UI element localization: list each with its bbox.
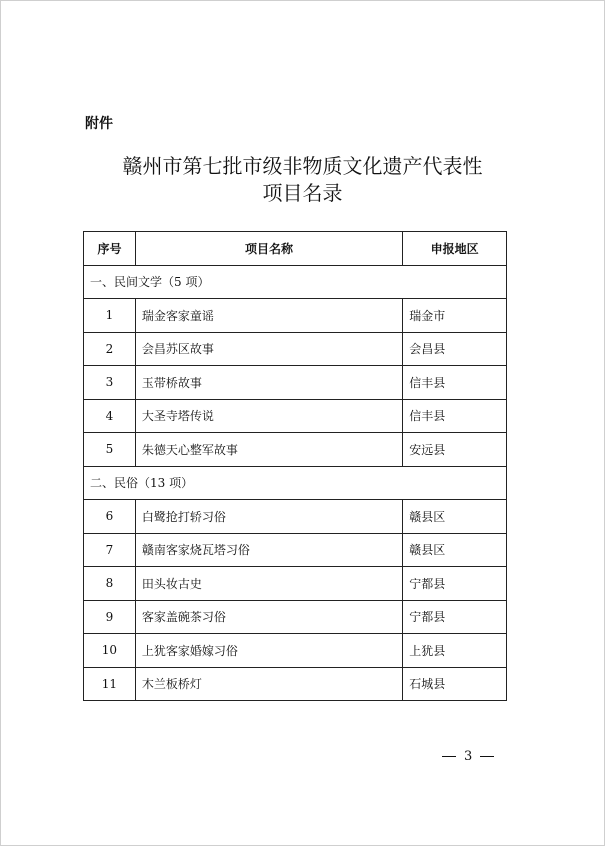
- row-index: 11: [84, 667, 136, 701]
- row-index: 6: [84, 500, 136, 534]
- row-name: 玉带桥故事: [135, 366, 402, 400]
- row-index: 3: [84, 366, 136, 400]
- page-number: [442, 749, 494, 764]
- row-region: 会昌县: [403, 332, 507, 366]
- row-region: 信丰县: [403, 399, 507, 433]
- row-region: 石城县: [403, 667, 507, 701]
- table-row: [84, 399, 507, 433]
- row-index: 4: [84, 399, 136, 433]
- table-row: [84, 634, 507, 668]
- heritage-table: [83, 231, 507, 701]
- title-line-2: 项目名录: [262, 181, 343, 205]
- table-body: [84, 265, 507, 701]
- title-line-1: 赣州市第七批市级非物质文化遗产代表性: [122, 154, 483, 178]
- page-number-dash-right: [480, 756, 494, 758]
- row-name: 会昌苏区故事: [135, 332, 402, 366]
- table-row: [84, 366, 507, 400]
- page-title: [1, 153, 604, 207]
- table-header-row: [84, 232, 507, 266]
- row-region: 上犹县: [403, 634, 507, 668]
- row-region: 安远县: [403, 433, 507, 467]
- page-number-dash-left: [442, 756, 456, 758]
- row-name: 赣南客家烧瓦塔习俗: [135, 533, 402, 567]
- row-name: 瑞金客家童谣: [135, 299, 402, 333]
- row-name: 木兰板桥灯: [135, 667, 402, 701]
- table-row: [84, 567, 507, 601]
- row-name: 大圣寺塔传说: [135, 399, 402, 433]
- attachment-label: 附件: [85, 116, 113, 132]
- row-region: 信丰县: [403, 366, 507, 400]
- row-index: 7: [84, 533, 136, 567]
- header-name: 项目名称: [135, 232, 402, 266]
- row-region: 宁都县: [403, 600, 507, 634]
- row-index: 2: [84, 332, 136, 366]
- header-index: 序号: [84, 232, 136, 266]
- section-label: 一、民间文学（5 项）: [84, 265, 507, 299]
- table-row: [84, 433, 507, 467]
- row-index: 5: [84, 433, 136, 467]
- row-name: 上犹客家婚嫁习俗: [135, 634, 402, 668]
- row-name: 客家盖碗茶习俗: [135, 600, 402, 634]
- header-region: 申报地区: [403, 232, 507, 266]
- row-region: 赣县区: [403, 533, 507, 567]
- row-index: 9: [84, 600, 136, 634]
- section-label: 二、民俗（13 项）: [84, 466, 507, 500]
- table-row: [84, 500, 507, 534]
- row-index: 1: [84, 299, 136, 333]
- row-name: 朱德天心整军故事: [135, 433, 402, 467]
- row-region: 瑞金市: [403, 299, 507, 333]
- table-row: [84, 667, 507, 701]
- row-index: 8: [84, 567, 136, 601]
- table-row: [84, 332, 507, 366]
- row-name: 田头妆古史: [135, 567, 402, 601]
- table-row: [84, 299, 507, 333]
- row-region: 赣县区: [403, 500, 507, 534]
- table-row: [84, 600, 507, 634]
- section-row: [84, 265, 507, 299]
- section-row: [84, 466, 507, 500]
- row-name: 白鹭抢打轿习俗: [135, 500, 402, 534]
- row-index: 10: [84, 634, 136, 668]
- page-number-value: 3: [464, 749, 473, 764]
- table-row: [84, 533, 507, 567]
- row-region: 宁都县: [403, 567, 507, 601]
